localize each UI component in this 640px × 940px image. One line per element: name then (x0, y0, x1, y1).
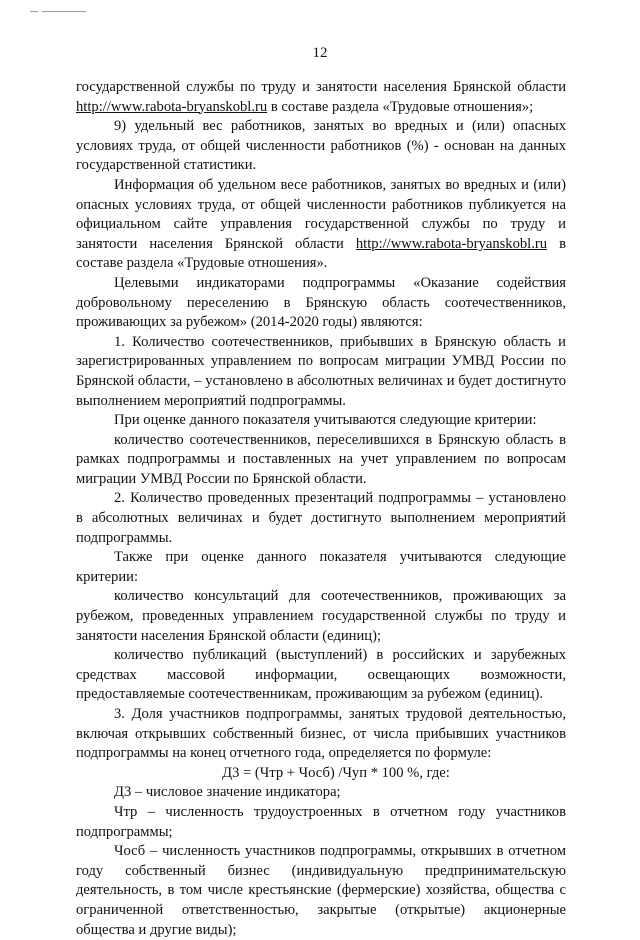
paragraph-d3 (76, 842, 566, 940)
paragraph-text: количество консультаций для соотечественников, проживающих за рубежом, проведенных управлением государственной службы по труду и занятости населения Брянской области (единиц); (76, 588, 566, 644)
website-link[interactable]: http://www.rabota-bryanskobl.ru (355, 235, 548, 252)
definition-list (76, 783, 566, 940)
paragraph-p5 (76, 333, 566, 411)
paragraph-p11 (76, 646, 566, 705)
formula: Д3 = (Чтр + Чосб) /Чуп * 100 %, где: (222, 764, 450, 781)
paragraph-p9 (76, 548, 566, 587)
paragraph-p7 (76, 431, 566, 490)
paragraph-text: 2. Количество проведенных презентаций подпрограммы – установлено в абсолютных величинах и будет достигнуто выполнением мероприятий подпрограммы. (76, 490, 566, 546)
paragraph-text: Целевыми индикаторами подпрограммы «Оказание содействия добровольному переселению в Брянскую область соотечественников, проживающих за рубежом» (2014-2020 годы) являются: (76, 274, 566, 331)
page-number: 12 (312, 45, 328, 61)
paragraph-p12 (76, 705, 566, 764)
paragraph-d1 (76, 783, 566, 803)
paragraph-text: количество соотечественников, переселившихся в Брянскую область в рамках подпрограммы и поставленных на учет управлением по вопросам миграции УМВД России по Брянской области. (76, 431, 566, 487)
paragraph-p1 (76, 78, 566, 117)
paragraph-text: Чосб – численность участников подпрограммы, открывших в отчетном году собственный бизнес (индивидуальную предпринимательскую деятельность, в том числе крестьянские (фермерские) хозяйства, общества с ограниченной ответственностью, закрытые (открытые) акционерные общества и другие виды); (76, 843, 566, 938)
paragraph-text: 1. Количество соотечественников, прибывших в Брянскую область и зарегистрированных управлением по вопросам миграции УМВД России по Брянской области, – установлено в абсолютных величинах и будет достигнуто выполнением мероприятий подпрограммы. (76, 333, 566, 409)
paragraph-text: в составе раздела «Трудовые отношения»; (267, 98, 534, 115)
paragraph-text: государственной службы по труду и занятости населения Брянской области (76, 79, 566, 95)
paragraph-text: 3. Доля участников подпрограммы, занятых трудовой деятельностью, включая открывших собственный бизнес, от числа прибывших участников подпрограммы на конец отчетного года, определяется по формуле: (76, 706, 566, 762)
scan-artifact-line (30, 11, 86, 12)
paragraph-text: Также при оценке данного показателя учитываются следующие критерии: (76, 549, 566, 585)
paragraph-p3 (76, 176, 566, 274)
paragraph-text: 9) удельный вес работников, занятых во вредных и (или) опасных условиях труда, от общей численности работников (%) - основан на данных государственной статистики. (76, 118, 566, 174)
website-link[interactable]: http://www.rabota-bryanskobl.ru (76, 98, 268, 115)
paragraph-p2 (76, 117, 566, 176)
document-body (76, 78, 566, 940)
paragraph-text: количество публикаций (выступлений) в российских и зарубежных средствах массовой информации, освещающих возможности, предоставляемые соотечественникам, проживающим за рубежом (единиц). (76, 647, 566, 703)
paragraph-list (76, 78, 566, 764)
paragraph-text: в составе раздела «Трудовые отношения». (76, 235, 566, 272)
paragraph-d2 (76, 803, 566, 842)
paragraph-p8 (76, 489, 566, 548)
paragraph-text: Чтр – численность трудоустроенных в отчетном году участников подпрограммы; (76, 803, 566, 840)
paragraph-p6 (76, 411, 566, 431)
paragraph-text: При оценке данного показателя учитываются следующие критерии: (114, 412, 537, 429)
paragraph-p4 (76, 274, 566, 333)
paragraph-text: Информация об удельном весе работников, занятых во вредных и (или) опасных условиях труда, от общей численности работников публикуется на официальном сайте управления государственной службы по труду и занятости населения Брянской области (76, 176, 566, 252)
paragraph-p10 (76, 587, 566, 646)
paragraph-text: Д3 – числовое значение индикатора; (114, 784, 341, 801)
